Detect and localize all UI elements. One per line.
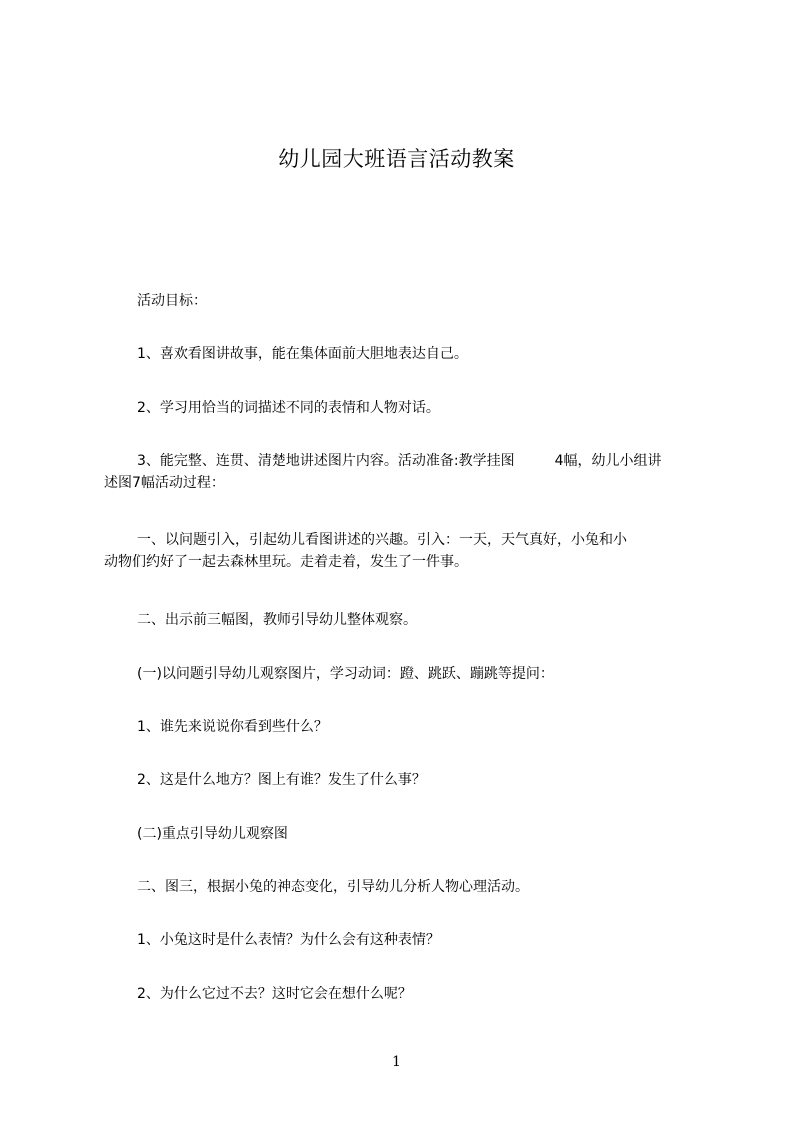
- paragraph-step-3: [104, 876, 714, 898]
- paragraph-text: 活动目标：: [137, 293, 207, 309]
- paragraph-text: 1、喜欢看图讲故事，能在集体面前大胆地表达自己。: [137, 346, 468, 362]
- paragraph-text: 2、为什么它过不去？这时它会在想什么呢？: [137, 986, 412, 1002]
- paragraph-text: (二)重点引导幼儿观察图: [137, 826, 288, 842]
- paragraph-text-line2: 动物们约好了一起去森林里玩。走着走着，发生了一件事。: [104, 554, 468, 570]
- page-number: 1: [392, 1054, 401, 1070]
- paragraph-text: (一)以问题引导幼儿观察图片，学习动词：蹬、跳跃、蹦跳等提问：: [137, 666, 554, 682]
- paragraph-step-1: [104, 529, 714, 573]
- paragraph-text: 1、小兔这时是什么表情？为什么会有这种表情？: [137, 932, 440, 948]
- paragraph-question-3: [104, 929, 714, 951]
- paragraph-text-line1: 3、能完整、连贯、清楚地讲述图片内容。活动准备:教学挂图: [137, 453, 515, 469]
- paragraph-text: 二、图三，根据小兔的神态变化，引导幼儿分析人物心理活动。: [137, 879, 529, 895]
- paragraph-objective-3: [104, 450, 714, 494]
- paragraph-text: 二、出示前三幅图，教师引导幼儿整体观察。: [137, 612, 417, 628]
- paragraph-text: 1、谁先来说说你看到些什么？: [137, 719, 328, 735]
- paragraph-step-2: [104, 609, 714, 631]
- paragraph-sub-1: [104, 663, 714, 685]
- paragraph-question-2: [104, 769, 714, 791]
- paragraph-text: 2、学习用恰当的词描述不同的表情和人物对话。: [137, 400, 440, 416]
- document-title: 幼儿园大班语言活动教案: [278, 147, 515, 171]
- paragraph-objectives-heading: [104, 290, 714, 312]
- paragraph-question-1: [104, 716, 714, 738]
- paragraph-objective-1: [104, 343, 714, 365]
- paragraph-objective-2: [104, 397, 714, 419]
- paragraph-text-line1-cont: 4幅，幼儿小组讲: [554, 453, 662, 469]
- paragraph-text-line1: 一、以问题引入，引起幼儿看图讲述的兴趣。引入：一天，天气真好，小兔和小: [137, 532, 627, 548]
- paragraph-text: 2、这是什么地方？图上有谁？发生了什么事？: [137, 772, 426, 788]
- paragraph-text-line2: 述图7幅活动过程：: [104, 475, 225, 491]
- paragraph-sub-2: [104, 823, 714, 845]
- paragraph-question-4: [104, 983, 714, 1005]
